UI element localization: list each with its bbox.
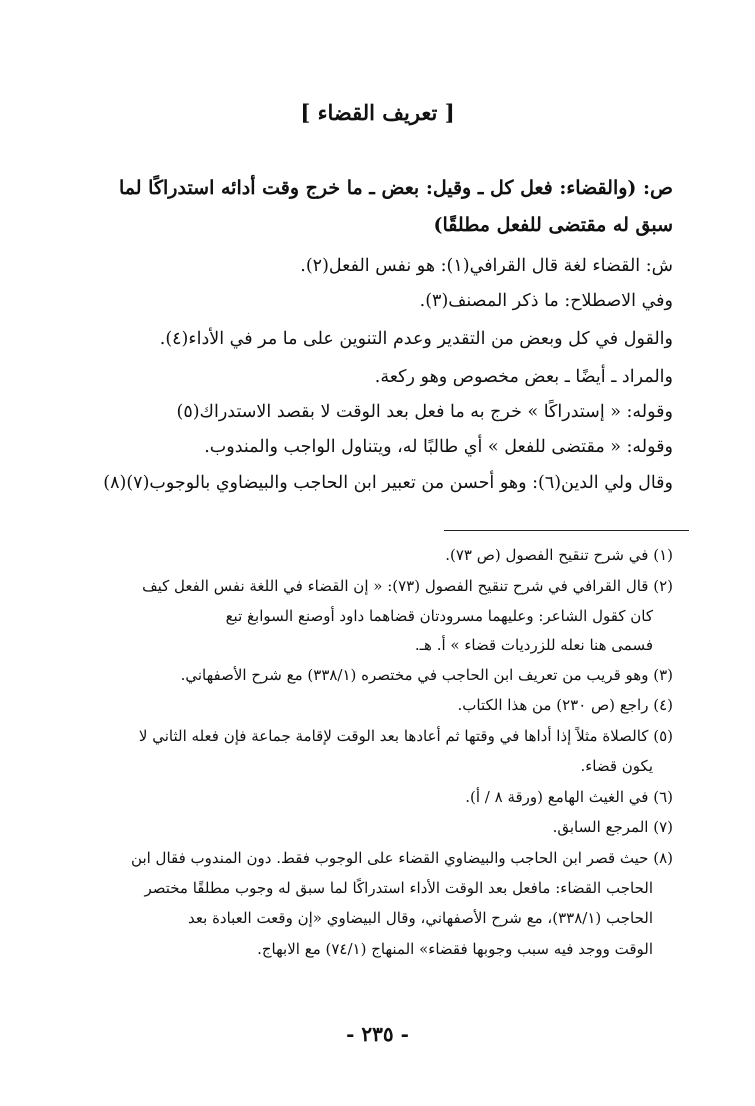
text-line: وقوله: « إستدراكًا » خرج به ما فعل بعد الوقت لا بقصد الاستدراك(٥) — [176, 402, 673, 422]
text-line: وقال ولي الدين(٦): وهو أحسن من تعبير ابن الحاجب والبيضاوي بالوجوب(٧)(٨) — [103, 473, 673, 493]
footnote-line: الحاجب (٣٣٨/١)، مع شرح الأصفهاني، وقال البيضاوي «إن وقعت العبادة بعد — [188, 909, 653, 927]
footnote-line: (٣) وهو قريب من تعريف ابن الحاجب في مختصره (٣٣٨/١) مع شرح الأصفهاني. — [180, 666, 673, 684]
text-line: ص: (والقضاء: فعل كل ـ وقيل: بعض ـ ما خرج وقت أدائه استدراكًا لما — [119, 177, 673, 199]
text-line: ش: القضاء لغة قال القرافي(١): هو نفس الفعل(٢). — [300, 256, 673, 276]
section-title: [ تعريف القضاء ] — [300, 100, 455, 125]
footnote-separator — [444, 530, 689, 531]
text-line: وقوله: « مقتضى للفعل » أي طالبًا له، ويتناول الواجب والمندوب. — [204, 437, 673, 457]
footnote-line: (١) في شرح تنقيح الفصول (ص ٧٣). — [445, 546, 673, 564]
text-line: والقول في كل وبعض من التقدير وعدم التنوين على ما مر في الأداء(٤). — [159, 329, 673, 349]
footnote-line: فسمى هنا نعله للزرديات قضاء » أ. هـ. — [414, 636, 653, 654]
footnote-line: (٥) كالصلاة مثلاً إذا أداها في وقتها ثم أعادها بعد الوقت لإقامة جماعة فإن فعله الثاني لا — [138, 727, 673, 745]
footnote-line: (٨) حيث قصر ابن الحاجب والبيضاوي القضاء على الوجوب فقط. دون المندوب فقال ابن — [131, 849, 673, 867]
page-number: - ٢٣٥ - — [346, 1022, 409, 1046]
footnote-line: يكون قضاء. — [580, 757, 653, 775]
footnote-line: الوقت ووجد فيه سبب وجوبها فقضاء» المنهاج (٧٤/١) مع الابهاج. — [257, 940, 653, 958]
footnote-line: كان كقول الشاعر: وعليهما مسرودتان قضاهما داود أوصنع السوابغ تبع — [225, 607, 653, 625]
text-line: سبق له مقتضى للفعل مطلقًا) — [433, 214, 673, 236]
footnote-line: الحاجب القضاء: مافعل بعد الوقت الأداء استدراكًا لما سبق له وجوب مطلقًا مختصر — [144, 879, 653, 897]
footnote-line: (٧) المرجع السابق. — [552, 818, 673, 836]
text-line: وفي الاصطلاح: ما ذكر المصنف(٣). — [419, 291, 673, 311]
footnote-line: (٦) في الغيث الهامع (ورقة ٨ / أ). — [465, 788, 673, 806]
footnote-line: (٤) راجع (ص ٢٣٠) من هذا الكتاب. — [457, 696, 673, 714]
footnote-line: (٢) قال القرافي في شرح تنقيح الفصول (٧٣): « إن القضاء في اللغة نفس الفعل كيف — [142, 577, 673, 595]
text-line: والمراد ـ أيضًا ـ بعض مخصوص وهو ركعة. — [374, 367, 673, 387]
